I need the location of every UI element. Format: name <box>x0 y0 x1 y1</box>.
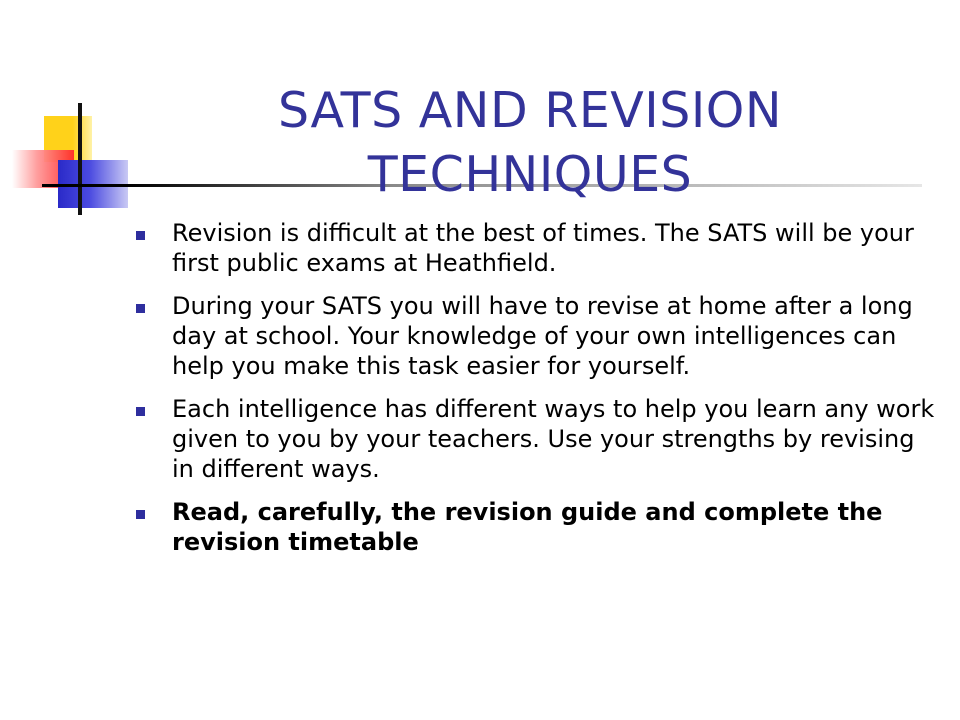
bullet-item <box>132 218 942 278</box>
bullet-item <box>132 394 942 484</box>
bullet-square-icon <box>136 231 145 240</box>
bullet-text: During your SATS you will have to revise at home after a long day at school. Your knowledge of your own intelligences can help you make this task easier for yourself. <box>172 292 913 380</box>
bullet-text: Each intelligence has different ways to help you learn any work given to you by your teachers. Use your strengths by revising in different ways. <box>172 395 935 483</box>
slide-title-line-2: TECHNIQUES <box>367 145 693 203</box>
vertical-divider-line <box>78 103 82 215</box>
slide-logo-decoration <box>0 0 140 230</box>
bullet-square-icon <box>136 510 145 519</box>
bullet-text: Read, carefully, the revision guide and complete the revision timetable <box>172 498 883 556</box>
slide-title <box>170 79 890 207</box>
bullet-item <box>132 291 942 381</box>
bullet-square-icon <box>136 304 145 313</box>
bullet-square-icon <box>136 407 145 416</box>
bullet-item-emphasis <box>132 497 942 557</box>
bullet-list <box>132 218 942 570</box>
slide-title-line-1: SATS AND REVISION <box>277 81 783 139</box>
bullet-text: Revision is difficult at the best of times. The SATS will be your first public exams at Heathfield. <box>172 219 914 277</box>
